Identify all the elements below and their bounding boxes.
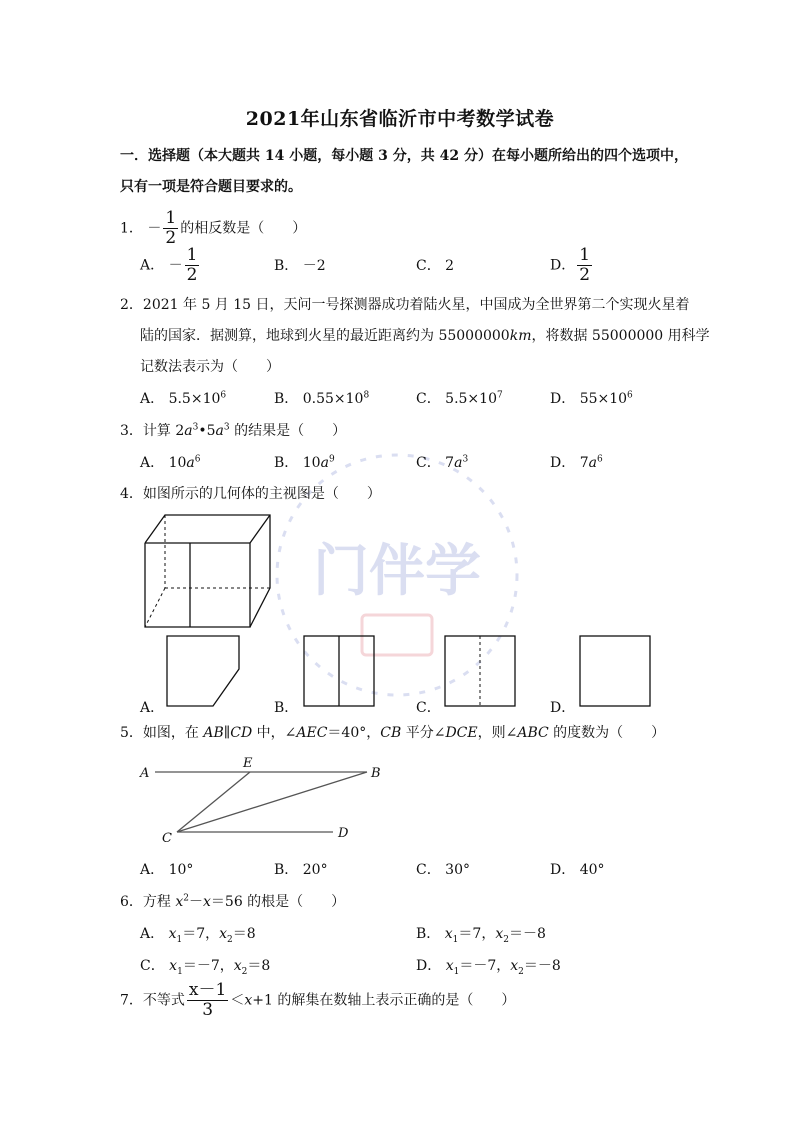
question-2-option-d[interactable]: D． $55\times 10^6$	[550, 390, 633, 407]
question-3-stem: 3．计算 $2a^3•5a^3$ 的结果是（ ）	[120, 422, 347, 439]
question-3-option-c[interactable]: C． $7a^3$	[416, 454, 469, 471]
question-4-option-b[interactable]: B．	[274, 700, 299, 716]
question-6-option-b[interactable]: B． $x_1=7$，$x_2=-8$	[416, 926, 546, 945]
question-3-option-d[interactable]: D． $7a^6$	[550, 454, 603, 471]
svg-text:E: E	[243, 756, 253, 771]
question-5-option-c[interactable]: C． 30°	[416, 862, 470, 878]
svg-text:门伴学: 门伴学	[313, 538, 481, 604]
question-4-solid-figure	[140, 510, 275, 630]
svg-text:B: B	[371, 766, 381, 781]
question-1-option-c[interactable]: C． 2	[416, 258, 455, 274]
page-title: 2021年山东省临沂市中考数学试卷	[245, 108, 555, 130]
question-1-option-b[interactable]: B． －2	[274, 258, 326, 274]
question-4-stem: 4．如图所示的几何体的主视图是（ ）	[120, 486, 381, 502]
question-5-option-d[interactable]: D． 40°	[550, 862, 605, 878]
svg-text:A: A	[140, 766, 150, 781]
question-6-stem: 6．方程 $x^2-x=56$ 的根是（ ）	[120, 893, 346, 910]
question-1-option-d[interactable]: D． $\frac{1}{2}$	[550, 245, 591, 285]
question-2-option-a[interactable]: A． $5.5\times 10^6$	[140, 390, 227, 407]
section-heading-line1: 一．选择题（本大题共 14 小题，每小题 3 分，共 42 分）在每小题所给出的四个选项中，	[120, 148, 688, 164]
section-heading-line2: 只有一项是符合题目要求的。	[120, 179, 302, 195]
question-4-option-a[interactable]: A．	[140, 700, 165, 716]
question-5-option-a[interactable]: A． 10°	[140, 862, 194, 878]
question-4-option-c-figure	[443, 634, 517, 709]
question-7-stem: 7．不等式 $\frac{x-1}{3}$ ＜x+1 的解集在数轴上表示正确的是（ ）	[120, 980, 516, 1020]
question-2-stem-line3: 记数法表示为（ ）	[140, 359, 280, 375]
svg-text:C: C	[162, 831, 172, 846]
question-1-stem: 1． － $\frac{1}{2}$ 的相反数是（ ）	[120, 208, 307, 248]
question-2-option-c[interactable]: C． $5.5\times 10^7$	[416, 390, 503, 407]
question-3-option-b[interactable]: B． $10a^9$	[274, 454, 335, 471]
question-2-stem-line2: 陆的国家．据测算，地球到火星的最近距离约为 55000000km，将数据 55000000 用科学	[140, 328, 710, 344]
question-5-stem: 5．如图，在 AB∥CD 中，∠AEC＝40°，CB 平分∠DCE，则∠ABC 的度数为（ ）	[120, 725, 666, 741]
question-6-option-d[interactable]: D． $x_1=-7$，$x_2=-8$	[416, 958, 561, 977]
question-6-option-a[interactable]: A． $x_1=7$，$x_2=8$	[140, 926, 256, 945]
question-4-option-a-figure	[165, 634, 243, 709]
question-6-option-c[interactable]: C． $x_1=-7$，$x_2=8$	[140, 958, 271, 977]
question-4-option-c[interactable]: C．	[416, 700, 441, 716]
question-2-option-b[interactable]: B． $0.55\times 10^8$	[274, 390, 370, 407]
question-4-option-d[interactable]: D．	[550, 700, 576, 716]
question-5-geometry-figure	[135, 752, 395, 847]
question-2-stem-line1: 2．2021 年 5 月 15 日，天问一号探测器成功着陆火星，中国成为全世界第二个实现火星着	[120, 297, 690, 313]
svg-text:D: D	[338, 826, 349, 841]
question-5-option-b[interactable]: B． 20°	[274, 862, 328, 878]
question-4-option-b-figure	[302, 634, 376, 709]
question-1-option-a[interactable]: A． － $\frac{1}{2}$	[140, 245, 198, 285]
question-4-option-d-figure	[578, 634, 652, 709]
question-3-option-a[interactable]: A． $10a^6$	[140, 454, 201, 471]
